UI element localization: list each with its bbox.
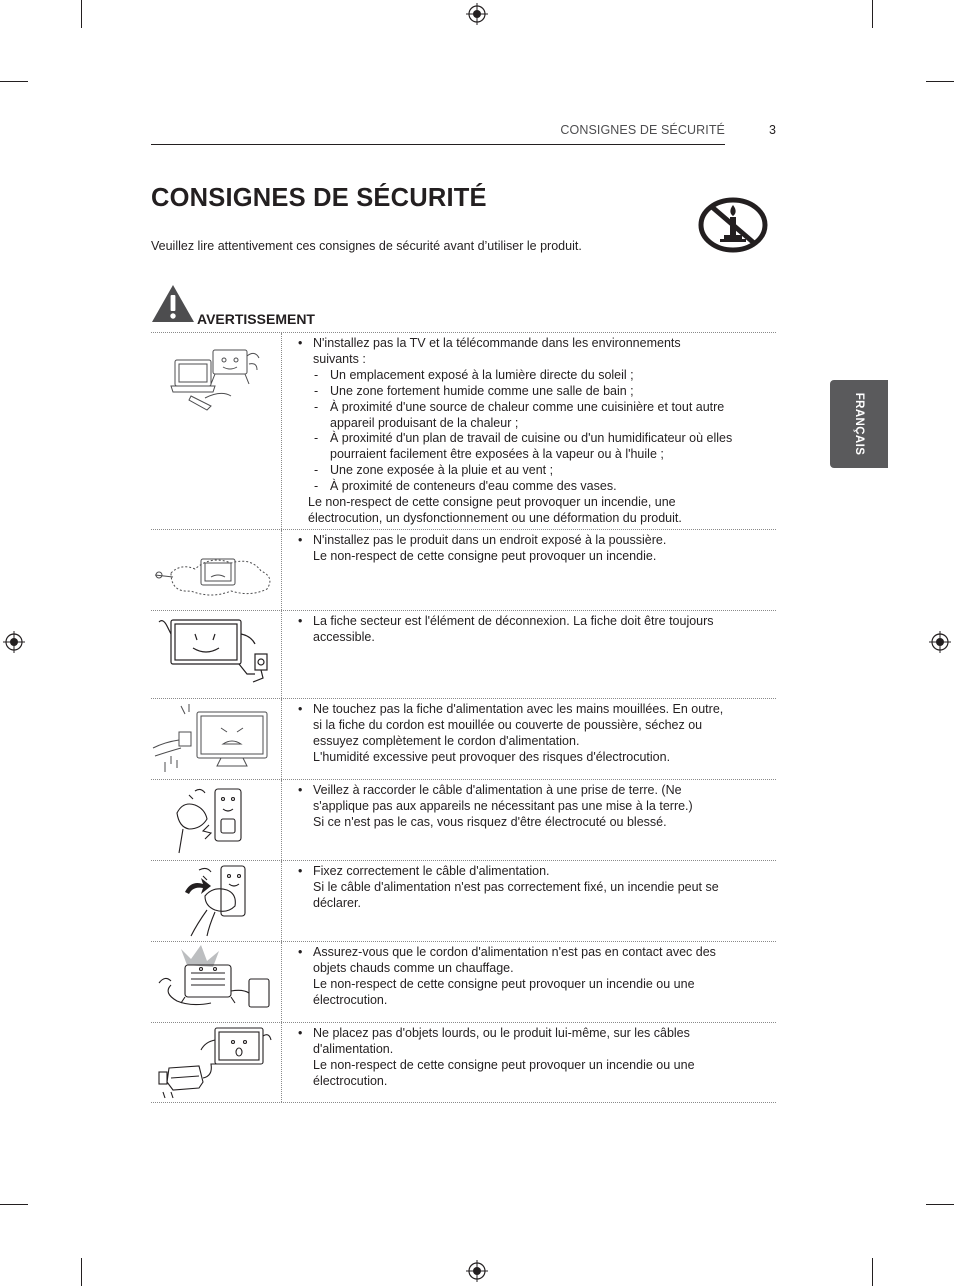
text-line: accessible. (313, 629, 375, 644)
text-line: L'humidité excessive peut provoquer des risques d'électrocution. (313, 749, 671, 764)
text-line: Assurez-vous que le cordon d'alimentation n'est pas en contact avec des (313, 945, 716, 959)
header-section-title: CONSIGNES DE SÉCURITÉ (560, 123, 725, 137)
safety-instructions-table (151, 332, 776, 1103)
bullet-item (298, 1026, 776, 1090)
crop-mark (926, 81, 954, 82)
crop-mark (926, 1204, 954, 1205)
tv-dust-illustration (151, 530, 282, 610)
text-line: suivants : (313, 351, 366, 366)
warning-triangle-icon (151, 284, 195, 323)
language-tab (830, 380, 888, 468)
text-line: Le non-respect de cette consigne peut provoquer un incendie ou une (313, 976, 695, 991)
page-title: CONSIGNES DE SÉCURITÉ (151, 184, 487, 212)
heavy-object-on-cable-illustration (151, 1023, 282, 1102)
bullet-mark: • (298, 783, 303, 797)
bullet-item (298, 783, 776, 831)
dash-mark: - (314, 463, 319, 478)
text-line: déclarer. (313, 895, 361, 910)
tv-heat-humidity-illustration (151, 333, 282, 529)
text-line: électrocution. (313, 992, 388, 1007)
text-line: Fixez correctement le câble d'alimentation. (313, 864, 550, 878)
grounded-outlet-illustration (151, 780, 282, 860)
dash-mark: - (314, 431, 319, 446)
safety-row-text (298, 533, 776, 565)
running-header (151, 121, 776, 145)
text-line: d'alimentation. (313, 1041, 394, 1056)
crop-mark (0, 1204, 28, 1205)
safety-row (151, 860, 776, 941)
registration-mark-icon (466, 3, 488, 25)
crop-mark (0, 81, 28, 82)
intro-text: Veuillez lire attentivement ces consignes de sécurité avant d’utiliser le produit. (151, 239, 582, 253)
language-tab-label: FRANÇAIS (853, 392, 865, 456)
text-line: Une zone exposée à la pluie et au vent ; (330, 463, 554, 478)
dash-mark: - (314, 383, 319, 398)
safety-row (151, 779, 776, 860)
text-line: Le non-respect de cette consigne peut provoquer un incendie, une (308, 495, 676, 510)
text-line: si la fiche du cordon est mouillée ou couverte de poussière, séchez ou (313, 717, 703, 732)
safety-row-text (298, 702, 776, 766)
text-line: Si ce n'est pas le cas, vous risquez d'être électrocuté ou blessé. (313, 814, 667, 829)
text-line: Une zone fortement humide comme une salle de bain ; (330, 383, 634, 398)
safety-row-text (298, 945, 776, 1009)
safety-row (151, 610, 776, 698)
text-line: Le non-respect de cette consigne peut provoquer un incendie. (313, 548, 657, 563)
no-open-flame-icon (698, 196, 768, 254)
dash-item (298, 431, 776, 463)
text-line: Un emplacement exposé à la lumière directe du soleil ; (330, 367, 634, 382)
page-number: 3 (769, 123, 776, 137)
bullet-item (298, 702, 776, 766)
text-line: Ne placez pas d'objets lourds, ou le produit lui-même, sur les câbles (313, 1026, 690, 1040)
safety-row-text (298, 336, 776, 527)
bullet-mark: • (298, 336, 303, 350)
bullet-item (298, 864, 776, 912)
crop-mark (81, 0, 82, 28)
safety-row (151, 698, 776, 779)
bullet-mark: • (298, 945, 303, 959)
text-line: essuyez complètement le cordon d'alimentation. (313, 733, 580, 748)
registration-mark-icon (3, 631, 25, 653)
safety-row-text (298, 864, 776, 912)
dash-item (298, 368, 776, 384)
text-line: Si le câble d'alimentation n'est pas correctement fixé, un incendie peut se (313, 879, 719, 894)
consequence-note (298, 495, 776, 527)
safety-row (151, 941, 776, 1022)
bullet-mark: • (298, 1026, 303, 1040)
text-line: Ne touchez pas la fiche d'alimentation avec les mains mouillées. En outre, (313, 702, 724, 716)
dash-mark: - (314, 367, 319, 382)
bullet-mark: • (298, 702, 303, 716)
text-line: À proximité d'un plan de travail de cuisine ou d'un humidificateur où elles (330, 431, 733, 446)
text-line: N'installez pas le produit dans un endroit exposé à la poussière. (313, 533, 667, 547)
text-line: À proximité de conteneurs d'eau comme des vases. (330, 479, 617, 494)
text-line: électrocution. (313, 1073, 388, 1088)
bullet-item (298, 945, 776, 1009)
safety-row-text (298, 614, 776, 646)
crop-mark (81, 1258, 82, 1286)
registration-mark-icon (466, 1260, 488, 1282)
text-line: pourraient facilement être exposées à la vapeur ou à l'huile ; (330, 447, 664, 462)
dash-mark: - (314, 479, 319, 494)
dash-item (298, 479, 776, 495)
text-line: À proximité d'une source de chaleur comme une cuisinière et tout autre (330, 399, 725, 414)
text-line: Veillez à raccorder le câble d'alimentation à une prise de terre. (Ne (313, 783, 682, 797)
cord-near-heater-illustration (151, 942, 282, 1022)
wet-hands-plug-illustration (151, 699, 282, 779)
header-rule (151, 144, 725, 145)
text-line: Le non-respect de cette consigne peut provoquer un incendie ou une (313, 1057, 695, 1072)
text-line: objets chauds comme un chauffage. (313, 960, 514, 975)
text-line: N'installez pas la TV et la télécommande dans les environnements (313, 336, 681, 350)
crop-mark (872, 0, 873, 28)
text-line: La fiche secteur est l'élément de déconnexion. La fiche doit être toujours (313, 614, 714, 628)
registration-mark-icon (929, 631, 951, 653)
safety-row-text (298, 783, 776, 831)
secure-plug-illustration (151, 861, 282, 941)
safety-row (151, 332, 776, 529)
dash-item (298, 400, 776, 432)
safety-row-text (298, 1026, 776, 1090)
text-line: électrocution, un dysfonctionnement ou une déformation du produit. (308, 510, 682, 525)
crop-mark (872, 1258, 873, 1286)
text-line: appareil produisant de la chaleur ; (330, 415, 519, 430)
dash-item (298, 384, 776, 400)
text-line: s'applique pas aux appareils ne nécessitant pas une mise à la terre.) (313, 798, 693, 813)
bullet-item (298, 614, 776, 646)
safety-row (151, 1022, 776, 1103)
dash-item (298, 463, 776, 479)
bullet-mark: • (298, 614, 303, 628)
bullet-item (298, 336, 776, 368)
bullet-mark: • (298, 533, 303, 547)
bullet-mark: • (298, 864, 303, 878)
safety-row (151, 529, 776, 610)
dash-mark: - (314, 399, 319, 414)
bullet-item (298, 533, 776, 565)
tv-power-plug-accessible-illustration (151, 611, 282, 698)
warning-label: AVERTISSEMENT (197, 311, 315, 327)
